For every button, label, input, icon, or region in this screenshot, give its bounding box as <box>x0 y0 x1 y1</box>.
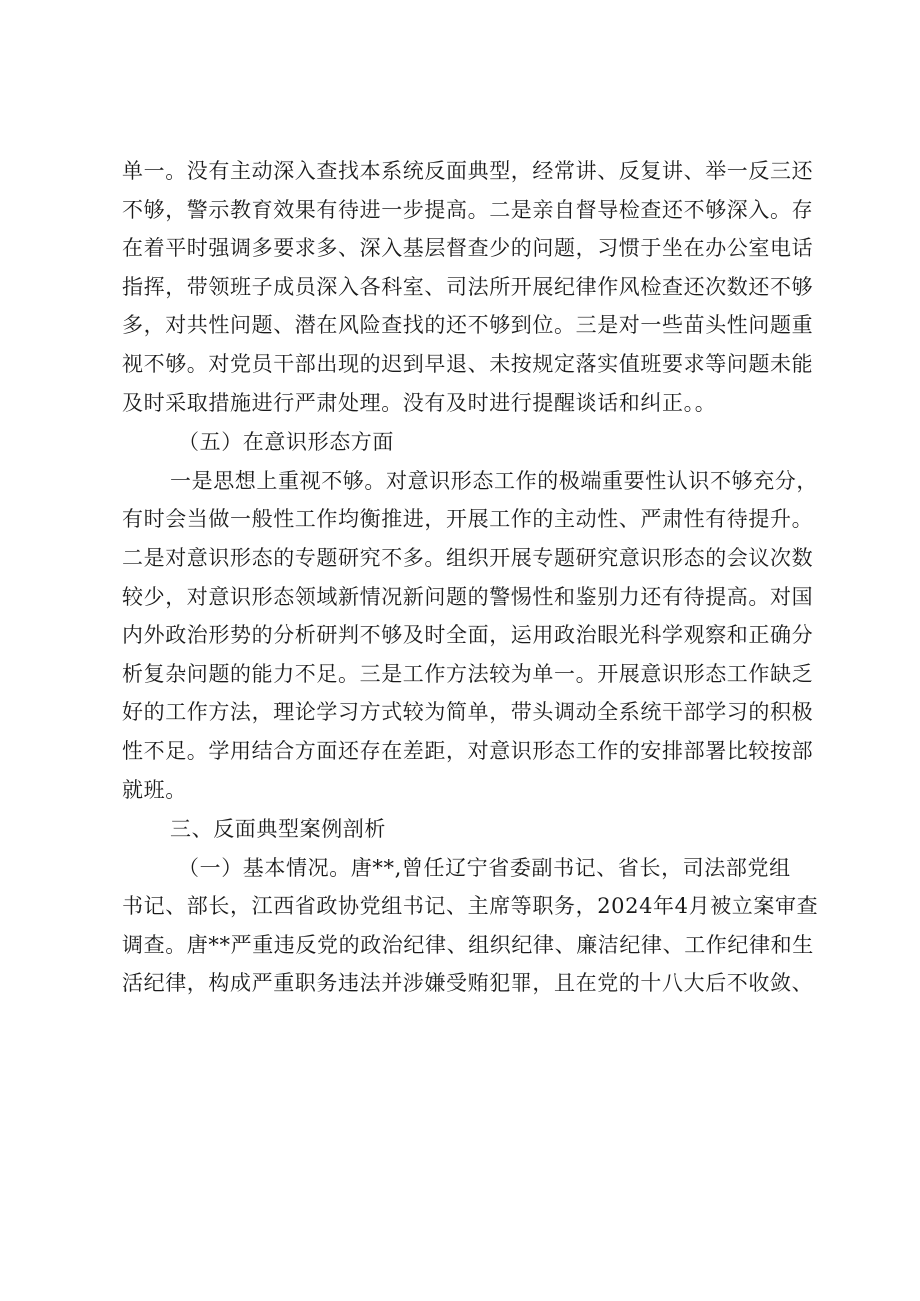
text-line: 调查。唐**严重违反党的政治纪律、组织纪律、廉洁纪律、工作纪律和生 <box>122 932 814 957</box>
text-line: 指挥，带领班子成员深入各科室、司法所开展纪律作风检查还次数还不够 <box>122 274 814 299</box>
text-line: 性不足。学用结合方面还存在差距，对意识形态工作的安排部署比较按部 <box>122 738 814 763</box>
text-line: 多，对共性问题、潜在风险查找的还不够到位。三是对一些苗头性问题重 <box>122 313 814 338</box>
text-line: 单一。没有主动深入查找本系统反面典型，经常讲、反复讲、举一反三还 <box>122 159 814 183</box>
text-line: 在着平时强调多要求多、深入基层督查少的问题，习惯于坐在办公室电话 <box>122 236 814 261</box>
text-line: 书记、部长，江西省政协党组书记、主席等职务，2024年4月被立案审查 <box>122 894 819 919</box>
text-line: 不够，警示教育效果有待进一步提高。二是亲自督导检查还不够深入。存 <box>122 197 814 222</box>
paragraph-first-line: 一是思想上重视不够。对意识形态工作的极端重要性认识不够充分， <box>170 468 818 493</box>
section-heading-ideology: （五）在意识形态方面 <box>178 430 394 455</box>
text-line: 好的工作方法，理论学习方式较为简单，带头调动全系统干部学习的积极 <box>122 700 814 725</box>
text-line: 就班。 <box>122 777 187 802</box>
text-line: 活纪律，构成严重职务违法并涉嫌受贿犯罪，且在党的十八大后不收敛、 <box>122 971 814 996</box>
text-line: 视不够。对党员干部出现的迟到早退、未按规定落实值班要求等问题未能 <box>122 351 814 376</box>
paragraph-first-line: （一）基本情况。唐**,曾任辽宁省委副书记、省长，司法部党组 <box>178 855 791 880</box>
section-heading-case-analysis: 三、反面典型案例剖析 <box>170 817 386 842</box>
text-line: 较少，对意识形态领域新情况新问题的警惕性和鉴别力还有待提高。对国 <box>122 584 814 609</box>
text-line: 二是对意识形态的专题研究不多。组织开展专题研究意识形态的会议次数 <box>122 545 814 570</box>
document-body <box>122 152 819 1003</box>
text-line: 有时会当做一般性工作均衡推进，开展工作的主动性、严肃性有待提升。 <box>122 507 814 532</box>
text-line: 及时采取措施进行严肃处理。没有及时进行提醒谈话和纠正。。 <box>122 390 717 415</box>
text-line: 析复杂问题的能力不足。三是工作方法较为单一。开展意识形态工作缺乏 <box>122 661 814 686</box>
text-line: 内外政治形势的分析研判不够及时全面，运用政治眼光科学观察和正确分 <box>122 623 814 648</box>
